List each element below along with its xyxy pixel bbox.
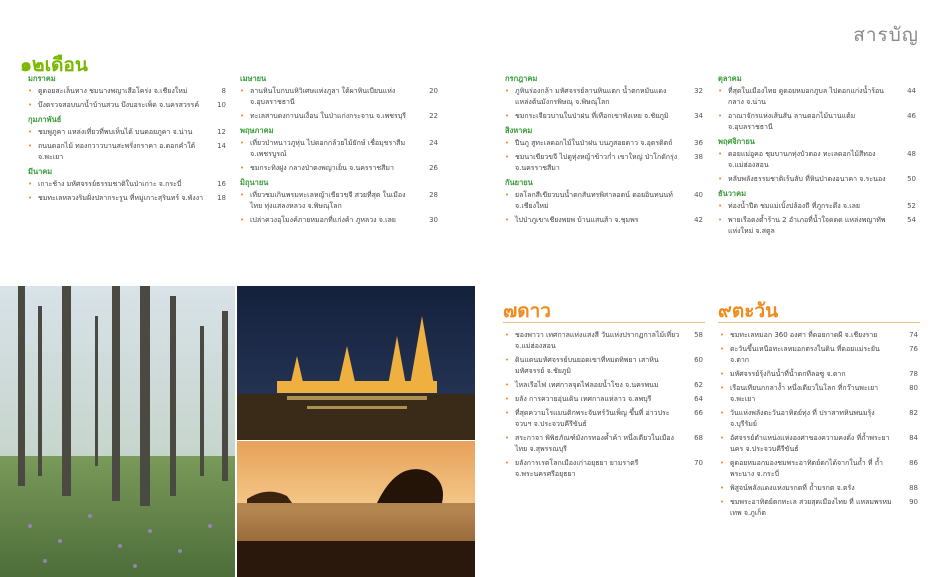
entry-page: 84: [909, 434, 918, 442]
entry-title: ดอยแม่อูคอ ชุมบานกทุ่งบัวตอง ทะเลดอกไม้สีทอง จ.แม่ฮ่องสอน: [728, 150, 876, 169]
bullet-icon: •: [505, 139, 510, 147]
toc-entry[interactable]: [505, 380, 703, 391]
entry-title: ชมพูภูคา แหล่งเที่ยวที่พบเห็นได้ บนดอยภูคา จ.น่าน: [38, 128, 193, 136]
bullet-icon: •: [718, 216, 723, 224]
entry-page: 44: [907, 87, 916, 95]
toc-entry[interactable]: [505, 330, 703, 352]
bullet-icon: •: [718, 175, 723, 183]
bullet-icon: •: [718, 150, 723, 158]
entry-title: ยลโลกสีเขียวบนน้ำตกสันทรพิสาลอดน์ ดอยอินทนนท์ จ.เชียงใหม่: [515, 191, 673, 210]
pine-forest-photo: [0, 286, 235, 577]
entry-page: 42: [694, 216, 703, 224]
entry-page: 26: [429, 164, 438, 172]
divider: [718, 322, 920, 323]
entry-title: ยลังการเรตโลกเมืองเก่าอยุธยา ยามราตรี จ.พระนครศรีอยุธยา: [515, 459, 639, 478]
entry-page: 46: [907, 112, 916, 120]
entry-title: ที่สุดในเมืองไทย ดูดอยหมอกภูบล ไปดอกแก่งน้ำร้อนกลาง จ.น่าน: [728, 87, 884, 106]
entry-title: ไปป่าภูเขาเชียงพยพ บ้านแสนส้า จ.ชุมพร: [515, 216, 639, 224]
bullet-icon: •: [720, 498, 725, 506]
toc-column-3: [505, 70, 703, 229]
toc-entry[interactable]: [718, 174, 916, 185]
month-heading: กุมภาพันธ์: [28, 115, 62, 124]
bullet-icon: •: [718, 202, 723, 210]
toc-entry[interactable]: [505, 355, 703, 377]
entry-page: 22: [429, 112, 438, 120]
bullet-icon: •: [505, 356, 510, 364]
entry-page: 12: [217, 128, 226, 136]
toc-entry[interactable]: [505, 111, 703, 122]
toc-entry[interactable]: [505, 394, 703, 405]
bullet-icon: •: [505, 112, 510, 120]
entry-page: 14: [217, 142, 226, 150]
entry-title: ทะเลสาบดงกานนเงื่อน ในป่าแก่งกระจาน จ.เพชรบุรี: [250, 112, 407, 120]
toc-entry[interactable]: [718, 215, 916, 237]
entry-page: 62: [694, 381, 703, 389]
entry-title: ดูดอยสะเล็นทาง ชมนางพญาเสือโคร่ง จ.เชียงใหม่: [38, 87, 188, 95]
bullet-icon: •: [720, 384, 725, 392]
entry-page: 10: [217, 101, 226, 109]
bullet-icon: •: [240, 164, 245, 172]
entry-page: 28: [429, 191, 438, 199]
month-heading: สิงหาคม: [505, 126, 533, 135]
page-title: สารบัญ: [853, 24, 919, 46]
toc-entry[interactable]: [28, 86, 226, 97]
entry-page: 70: [694, 459, 703, 467]
month-heading: มกราคม: [28, 74, 56, 83]
entry-page: 88: [909, 484, 918, 492]
bullet-icon: •: [505, 409, 510, 417]
month-heading: ธันวาคม: [718, 189, 747, 198]
bullet-icon: •: [28, 87, 33, 95]
toc-entry[interactable]: [720, 383, 918, 405]
entry-title: ดูดอยหมอกมองชมพระอาทิตย์ตกได้จากในถ้ำ ที่ ถ้ำพระนาง จ.กระบี่: [730, 459, 883, 478]
bullet-icon: •: [505, 191, 510, 199]
toc-entry[interactable]: [505, 152, 703, 174]
entry-title: ชมนาเขียวขจี ไปดูทุ่งหญ้าข้าวก่ำ เขาใหญ่ ป่าโกดักรุ่ง จ.นครราชสีมา: [515, 153, 678, 172]
toc-entry[interactable]: [240, 190, 438, 212]
entry-title: หลับพลังธรรมชาติเร้นลับ ที่หินป่าดงอนาคา จ.ระนอง: [728, 175, 886, 183]
bullet-icon: •: [720, 409, 725, 417]
entry-page: 80: [909, 384, 918, 392]
entry-title: ท่องน้ำปีต ชมแม่เบิ้งปล้องถี ที่ภูกระดึง จ.เลย: [728, 202, 861, 210]
bullet-icon: •: [505, 434, 510, 442]
entry-title: ชมกระเจียวบานในป่าฝน ที่เทือกเขาพังเหย จ.ชัยภูมิ: [515, 112, 669, 120]
bullet-icon: •: [505, 331, 510, 339]
toc-entry[interactable]: [720, 408, 918, 430]
toc-entry[interactable]: [28, 193, 226, 204]
bullet-icon: •: [720, 331, 725, 339]
bullet-icon: •: [720, 345, 725, 353]
bullet-icon: •: [720, 459, 725, 467]
entry-page: 24: [429, 139, 438, 147]
entry-title: สระกาจา พิพิธภัณฑ์มังกรทองค้ำค้า หนึ่งเดียวในเมืองไทย จ.สุพรรณบุรี: [515, 434, 674, 453]
entry-page: 16: [217, 180, 226, 188]
entry-page: 76: [909, 345, 918, 353]
bullet-icon: •: [505, 153, 510, 161]
entry-title: ดินแดนมหัศจรรย์บนยอดเขาที่หมดทิพยา เสาหินมหัศจรรย์ จ.ชัยภูมิ: [515, 356, 659, 375]
month-heading: มีนาคม: [28, 167, 53, 176]
entry-title: ชมกระทิงฝูง กลางป่าดงพญาเย็น จ.นครราชสีมา: [250, 164, 394, 172]
entry-title: ที่สุดความโรแมนติกพระจันทร์วันเพ็ญ ขึ้นที่ อ่าวประจวบฯ จ.ประจวบคีรีขันธ์: [515, 409, 670, 428]
entry-title: วันแห่งพลังตะวันอาทิตย์ทุ่ง ที่ ปราสาทหินพนมรุ้ง จ.บุรีรัมย์: [730, 409, 875, 428]
bullet-icon: •: [28, 142, 33, 150]
entry-title: ชมทะเลหมอก 360 องศา ที่ดอยกาดผี จ.เชียงราย: [730, 331, 878, 339]
toc-entry[interactable]: [718, 201, 916, 212]
toc-entry[interactable]: [718, 111, 916, 133]
entry-title: มหัศจรรย์รุ้งกินน้ำที่น้ำตกทีลอซู จ.ตาก: [730, 370, 846, 378]
toc-entry[interactable]: [240, 138, 438, 160]
month-heading: ตุลาคม: [718, 74, 742, 83]
toc-entry[interactable]: [505, 433, 703, 455]
toc-entry[interactable]: [240, 215, 438, 226]
entry-title: ปีนภู สูทะเลดอกไม้ในป่าฝน บนภูสอยดาว จ.อุตรดิตถ์: [515, 139, 673, 147]
toc-entry[interactable]: [28, 127, 226, 138]
bullet-icon: •: [28, 128, 33, 136]
bullet-icon: •: [718, 112, 723, 120]
toc-entry[interactable]: [240, 86, 438, 108]
bullet-icon: •: [718, 87, 723, 95]
toc-entry[interactable]: [505, 190, 703, 212]
toc-entry[interactable]: [505, 138, 703, 149]
bullet-icon: •: [28, 101, 33, 109]
entry-page: 38: [694, 153, 703, 161]
entry-page: 66: [694, 409, 703, 417]
entry-page: 34: [694, 112, 703, 120]
toc-entry[interactable]: [28, 100, 226, 111]
toc-entry[interactable]: [718, 86, 916, 108]
entry-page: 78: [909, 370, 918, 378]
entry-page: 20: [429, 87, 438, 95]
toc-entry[interactable]: [505, 86, 703, 108]
entry-page: 82: [909, 409, 918, 417]
entry-title: ถนนดอกไม้ ทองกวาวบานสะพรั่งกราคา อ.ดอกคำใต้ จ.พะเยา: [38, 142, 196, 161]
toc-entry[interactable]: [720, 369, 918, 380]
entry-page: 48: [907, 150, 916, 158]
month-heading: พฤษภาคม: [240, 126, 274, 135]
sunset-sea-photo: [237, 441, 475, 577]
month-heading: พฤศจิกายน: [718, 137, 755, 146]
entry-page: 32: [694, 87, 703, 95]
entry-title: อัศจรรย์ตำแหน่งแห่งองศาของความคงดั่ง ที่ถ้ำพระยานคร จ.ประจวบคีรีขันธ์: [730, 434, 890, 453]
entry-page: 18: [217, 194, 226, 202]
entry-title: ชมพระอาทิตย์ตกทะเล สวยสุดเมืองไทย ที่ แหลมพรหมเทพ จ.ภูเก็ต: [730, 498, 892, 517]
bullet-icon: •: [28, 194, 33, 202]
toc-entry[interactable]: [28, 179, 226, 190]
toc-entry[interactable]: [505, 408, 703, 430]
divider: [503, 322, 705, 323]
toc-entry[interactable]: [720, 458, 918, 480]
entry-page: 64: [694, 395, 703, 403]
entry-title: พายเรือดงต้ำร้าน 2 อำเภอที่น้ำใจดดด แหล่งพญาทัพแห่งใหม่ จ.สตูล: [728, 216, 886, 235]
toc-section-7: [505, 330, 703, 483]
month-heading: เมษายน: [240, 74, 267, 83]
entry-page: 50: [907, 175, 916, 183]
bullet-icon: •: [240, 139, 245, 147]
section-title-9-suns: ๙ตะวัน: [718, 300, 779, 322]
entry-title: ตะวันขึ้นเหนือทะเลหมอกตรงในดิน ที่ดอยแม่ระยัน จ.ตาก: [730, 345, 880, 364]
bullet-icon: •: [240, 87, 245, 95]
toc-entry[interactable]: [720, 433, 918, 455]
entry-page: 68: [694, 434, 703, 442]
toc-column-1: [28, 70, 226, 207]
section-title-12-months: ๑๒เดือน: [20, 54, 88, 76]
month-heading: กันยายน: [505, 178, 533, 187]
entry-title: พิสูจน์พลังแดงแห่งมรกตที่ ถ้ำมรกต จ.ตรัง: [730, 484, 855, 492]
entry-page: 60: [694, 356, 703, 364]
bullet-icon: •: [505, 87, 510, 95]
entry-page: 52: [907, 202, 916, 210]
toc-entry[interactable]: [240, 163, 438, 174]
month-heading: มิถุนายน: [240, 178, 269, 187]
entry-title: ลานหินโบกบนหิวิเศษแห่งภูลา ใต้ผาหินเบียนแห่ง จ.อุบลราชธานี: [250, 87, 396, 106]
entry-title: เที่ยวป่าหนาวภูหุ่น ไปดอกกล้วยไม้ยักษ์ เชื่อมุขราสีม จ.เพชรบูรณ์: [250, 139, 406, 158]
bullet-icon: •: [505, 381, 510, 389]
month-heading: กรกฎาคม: [505, 74, 538, 83]
toc-entry[interactable]: [720, 497, 918, 519]
bullet-icon: •: [505, 216, 510, 224]
toc-entry[interactable]: [28, 141, 226, 163]
entry-page: 54: [907, 216, 916, 224]
toc-entry[interactable]: [718, 149, 916, 171]
bullet-icon: •: [505, 459, 510, 467]
entry-title: ชองพาวา เทศกาลแห่งแสงสี วันแห่งปรากฏกาลไม้เที่ยว จ.แม่ฮ่องสอน: [515, 331, 680, 350]
toc-entry[interactable]: [240, 111, 438, 122]
entry-title: ไหลเรือไฟ เทศกาลจุดไฟลอยน้ำโขง จ.นครพนม: [515, 381, 659, 389]
entry-title: เที่ยวชมเกินพรมทะเลหญ้าเขียวขจี สวยที่สุด ในเมืองไทย ทุ่งแสลงหลวง จ.พิษณุโลก: [250, 191, 406, 210]
bullet-icon: •: [28, 180, 33, 188]
entry-page: 74: [909, 331, 918, 339]
entry-page: 8: [221, 87, 226, 95]
temple-night-photo: [237, 286, 475, 440]
entry-page: 90: [909, 498, 918, 506]
toc-entry[interactable]: [720, 483, 918, 494]
toc-column-4: [718, 70, 916, 240]
entry-title: เกาะช้าง มหัศจรรย์ธรรมชาติในป่าเกาะ จ.กระบี่: [38, 180, 182, 188]
bullet-icon: •: [240, 216, 245, 224]
toc-entry[interactable]: [720, 344, 918, 366]
bullet-icon: •: [240, 191, 245, 199]
entry-page: 58: [694, 331, 703, 339]
entry-page: 40: [694, 191, 703, 199]
entry-title: บึงตรวจสอบนกน้ำบ้านสวน บึงบอระเพ็ด จ.นครสวรรค์: [38, 101, 199, 109]
toc-entry[interactable]: [505, 458, 703, 480]
toc-section-9: [720, 330, 918, 522]
bullet-icon: •: [240, 112, 245, 120]
bullet-icon: •: [505, 395, 510, 403]
bullet-icon: •: [720, 484, 725, 492]
entry-title: อาณาจักรแห่งเส้นสัน ลานดอกไม้นานแต้ม จ.อุบลราชธานี: [728, 112, 856, 131]
entry-title: เปล่าควงอุโมงค์ภายหมอกที่แก่งค้า ภูหลวง จ.เลย: [250, 216, 396, 224]
toc-entry[interactable]: [720, 330, 918, 341]
bullet-icon: •: [720, 434, 725, 442]
entry-page: 86: [909, 459, 918, 467]
bullet-icon: •: [720, 370, 725, 378]
entry-title: ชมทะเลหลวงริมฝั่งปลากระรูน ที่หมู่เกาะสุรินทร์ จ.พังงา: [38, 194, 204, 202]
entry-title: ภูหินร่องกล้า มหัศจรรย์ลานหินแตก น้ำตกหมันแดง แหล่งต้นมังกรพิษณุ จ.พิษณุโลก: [515, 87, 667, 106]
entry-page: 36: [694, 139, 703, 147]
entry-page: 30: [429, 216, 438, 224]
toc-entry[interactable]: [505, 215, 703, 226]
toc-column-2: [240, 70, 438, 229]
section-title-7-stars: ๗ดาว: [503, 300, 551, 322]
entry-title: ยลัง การควายอุ่นเดิน เทศกาลแห่ลาว จ.ลพบุรี: [515, 395, 652, 403]
entry-title: เรือนเทียนกกลาง้ำ หนึ่งเดียวในโลก ที่กว๊านพะเยา จ.พะเยา: [730, 384, 879, 403]
